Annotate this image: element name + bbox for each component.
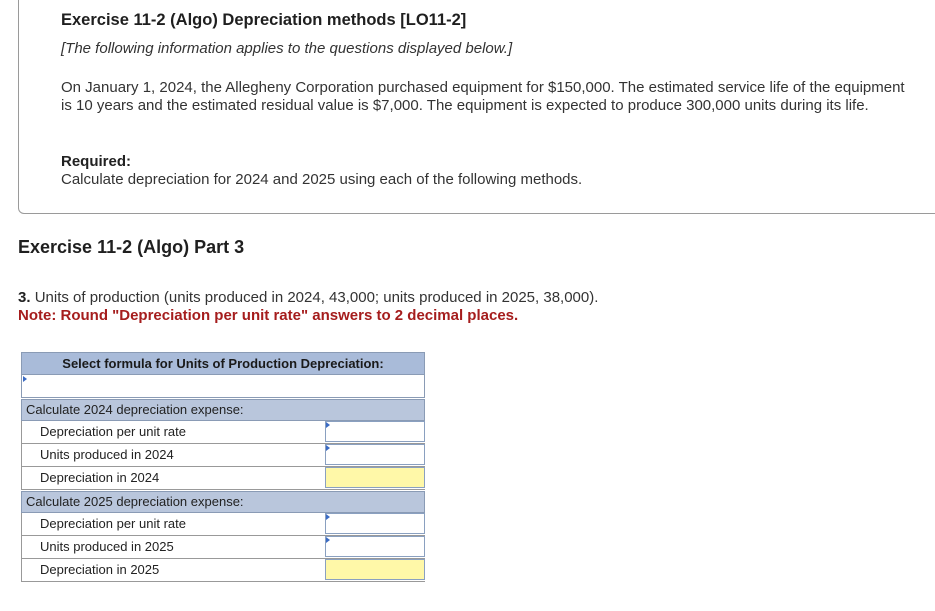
question-text (18, 289, 598, 306)
row-label: Units produced in 2025 (40, 539, 174, 554)
depreciation-2025-total (325, 559, 425, 580)
table-row (21, 421, 425, 444)
row-label: Depreciation per unit rate (40, 516, 186, 531)
rate-2025-input[interactable] (325, 513, 425, 534)
table-row (21, 513, 425, 536)
part-title: Exercise 11-2 (Algo) Part 3 (18, 237, 245, 257)
question-number: 3. (18, 289, 31, 306)
units-2024-input[interactable] (325, 444, 425, 465)
input-marker-icon (326, 445, 330, 451)
units-2025-input[interactable] (325, 536, 425, 557)
row-label: Units produced in 2024 (40, 447, 174, 462)
input-marker-icon (326, 537, 330, 543)
required-text: Calculate depreciation for 2024 and 2025 using each of the following methods. (61, 171, 583, 188)
required-label: Required: (61, 153, 132, 170)
worksheet-header: Select formula for Units of Production Depreciation: (21, 352, 425, 375)
row-label: Depreciation in 2024 (40, 470, 160, 485)
exercise-title: Exercise 11-2 (Algo) Depreciation methods [LO11-2] (61, 11, 467, 29)
exercise-intro: On January 1, 2024, the Allegheny Corporation purchased equipment for $150,000. The estimated service life of the equipment is 10 years and the estimated residual value is $7,000. The equipment is expected to produce 300,000 units during its life. (61, 79, 905, 114)
exercise-subtitle: [The following information applies to the questions displayed below.] (61, 40, 513, 57)
table-row (21, 444, 425, 467)
section-2024-header: Calculate 2024 depreciation expense: (21, 399, 425, 421)
table-row (21, 467, 425, 490)
rounding-note: Note: Round "Depreciation per unit rate" answers to 2 decimal places. (18, 307, 519, 324)
section-2025-header: Calculate 2025 depreciation expense: (21, 491, 425, 513)
rate-2024-input[interactable] (325, 421, 425, 442)
input-marker-icon (326, 514, 330, 520)
table-row (21, 536, 425, 559)
depreciation-2024-total (325, 467, 425, 488)
row-label: Depreciation per unit rate (40, 424, 186, 439)
formula-select-input[interactable] (21, 375, 425, 398)
table-row (21, 559, 425, 582)
input-marker-icon (23, 376, 27, 382)
question-body: Units of production (units produced in 2024, 43,000; units produced in 2025, 38,000). (34, 289, 599, 306)
worksheet-table (21, 352, 425, 582)
input-marker-icon (326, 422, 330, 428)
row-label: Depreciation in 2025 (40, 562, 160, 577)
